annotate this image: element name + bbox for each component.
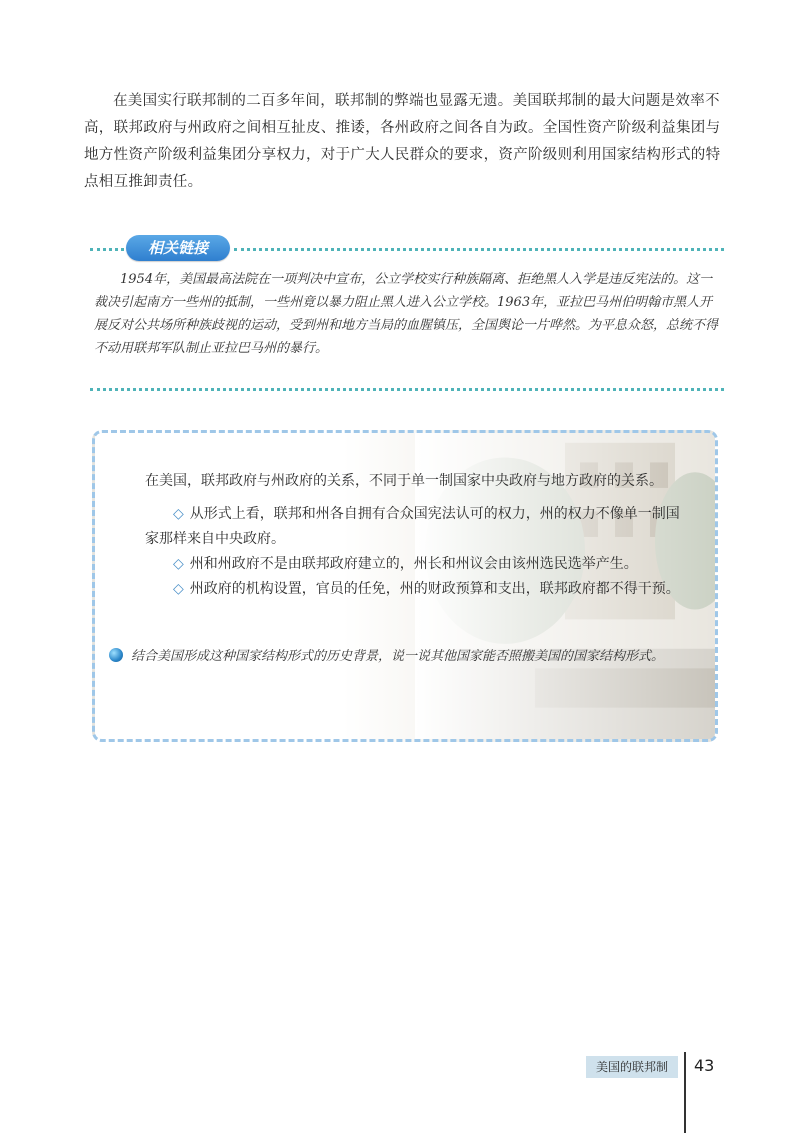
diamond-icon: ◇	[173, 556, 184, 572]
footer-rule	[684, 1052, 686, 1133]
main-paragraph: 在美国实行联邦制的二百多年间，联邦制的弊端也显露无遗。美国联邦制的最大问题是效率不高，联邦政府与州政府之间相互扯皮、推诿，各州政府之间各自为政。全国性资产阶级利益集团与地方性资产阶级利益集团分享权力，对于广大人民群众的要求，资产阶级则利用国家结构形式的特点相互推卸责任。	[84, 93, 721, 190]
related-link-text: 1954年，美国最高法院在一项判决中宣布，公立学校实行种族隔离、拒绝黑人入学是违反宪法的。这一裁决引起南方一些州的抵制，一些州竟以暴力阻止黑人进入公立学校。1963年，亚拉巴马州伯明翰市黑人开展反对公共场所种族歧视的运动，受到州和地方当局的血腥镇压，全国舆论一片哗然。为平息众怒，总统不得不动用联邦军队制止亚拉巴马州的暴行。	[94, 272, 719, 356]
dotted-rule-right	[234, 248, 724, 251]
dotted-rule-bottom	[90, 388, 724, 391]
related-link-label: 相关链接	[126, 235, 230, 261]
diamond-icon: ◇	[173, 506, 184, 522]
info-box-bullet: ◇ 从形式上看，联邦和州各自拥有合众国宪法认可的权力，州的权力不像单一制国家那样来自中央政府。	[145, 506, 680, 547]
discussion-question: 结合美国形成这种国家结构形式的历史背景，说一说其他国家能否照搬美国的国家结构形式。	[109, 645, 689, 669]
page-number: 43	[694, 1056, 715, 1075]
info-box	[92, 430, 718, 742]
footer-section-label: 美国的联邦制	[586, 1056, 678, 1078]
info-box-content	[145, 469, 685, 602]
dotted-rule-left	[90, 248, 124, 251]
info-box-intro: 在美国，联邦政府与州政府的关系，不同于单一制国家中央政府与地方政府的关系。	[145, 473, 663, 489]
info-box-bullet: ◇ 州政府的机构设置，官员的任免，州的财政预算和支出，联邦政府都不得干预。	[173, 581, 680, 597]
question-bubble-icon	[109, 648, 123, 662]
info-box-bullet: ◇ 州和州政府不是由联邦政府建立的，州长和州议会由该州选民选举产生。	[173, 556, 638, 572]
diamond-icon: ◇	[173, 581, 184, 597]
